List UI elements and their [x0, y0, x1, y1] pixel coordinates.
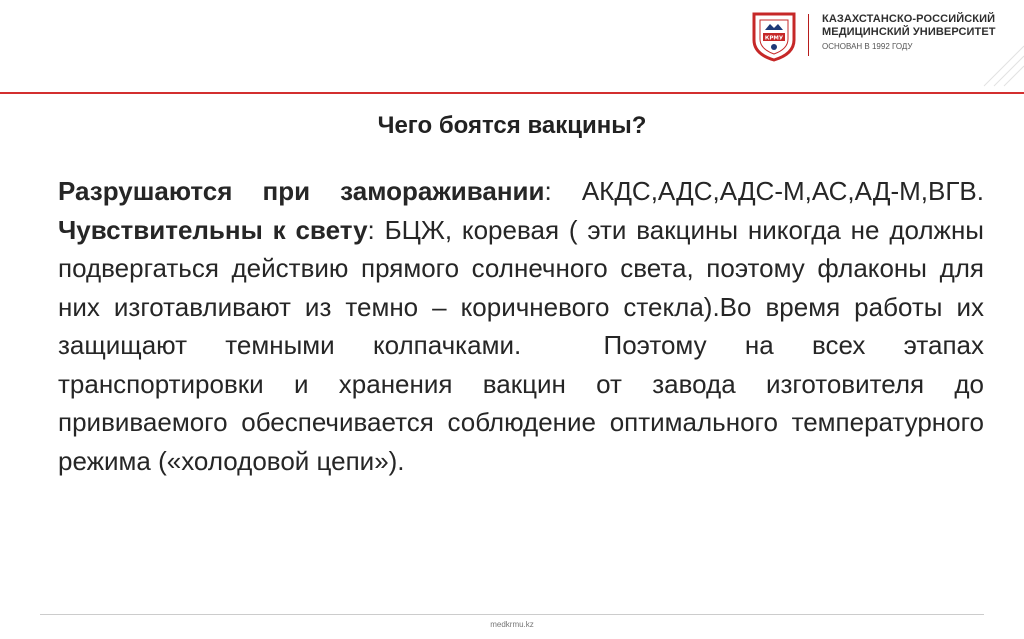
university-founded: ОСНОВАН В 1992 ГОДУ — [822, 42, 913, 51]
university-name-line1: КАЗАХСТАНСКО-РОССИЙСКИЙ — [822, 13, 996, 25]
freeze-label: Разрушаются при замораживании — [58, 176, 545, 206]
slide-title: Чего боятся вакцины? — [377, 112, 647, 139]
footer-site: medkrmu.kz — [490, 620, 534, 629]
footer-divider — [40, 614, 984, 615]
cold-chain-paragraph: Поэтому на всех этапах транспортировки и хранения вакцин от завода изготовителя до прививаемого обеспечивается соблюдение оптимального температурного режима («холодовой цепи»). — [58, 330, 984, 476]
light-label: Чувствительны к свету — [58, 214, 368, 245]
university-name-line2: МЕДИЦИНСКИЙ УНИВЕРСИТЕТ — [822, 26, 996, 38]
logo-divider — [808, 14, 809, 56]
header-accent-line — [0, 92, 1024, 94]
slide-header — [0, 0, 1024, 92]
logo-badge-text: КРМУ — [764, 35, 784, 42]
university-logo-icon — [748, 10, 800, 62]
slide-body — [58, 172, 984, 480]
light-text: : БЦЖ, коревая ( эти вакцины никогда не должны подвергаться действию прямого солнечного света, поэтому флаконы для них изготавливают из темно – коричневого стекла).Во время работы их защищают темными колпачками. — [58, 214, 984, 360]
freeze-text: : АКДС,АДС,АДС-М,АС,АД-М,ВГВ. — [544, 176, 984, 206]
corner-decoration — [964, 40, 1024, 90]
